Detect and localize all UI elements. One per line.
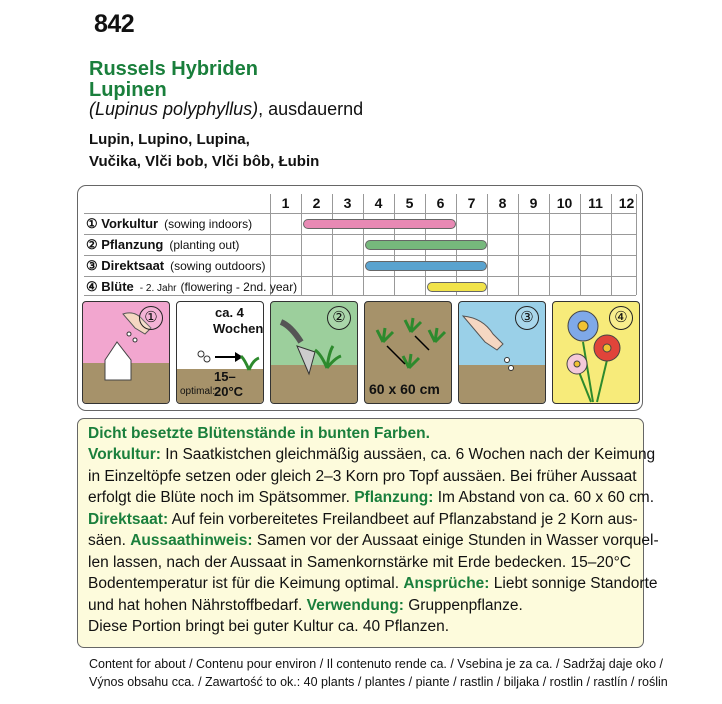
grid-line <box>518 194 519 295</box>
description-text-segment: Diese Portion bringt bei guter Kultur ca. 40 Pflanzen. <box>88 618 450 635</box>
content-amount-line-1: Content for about / Contenu pour environ / Il contenuto rende ca. / Vsebina je za ca. / Sadržaj daje oko / <box>89 657 663 671</box>
grid-line <box>332 194 333 295</box>
description-line <box>88 446 655 464</box>
illustration-flowering <box>552 301 640 404</box>
grid-line <box>84 213 636 214</box>
row-note-prefix: - 2. Jahr <box>139 283 177 294</box>
grid-line <box>363 194 364 295</box>
row-title: ② Pflanzung <box>86 237 164 252</box>
optimal-label: optimal: <box>180 386 216 397</box>
row-title: ③ Direktsaat <box>86 258 165 273</box>
grid-line <box>84 255 636 256</box>
calendar-bar <box>365 240 487 250</box>
common-names-1: Lupin, Lupino, Lupina, <box>89 131 250 148</box>
month-header-2: 2 <box>312 195 321 211</box>
description-line <box>88 511 638 529</box>
calendar-bar <box>303 219 456 229</box>
step-1-badge: ① <box>139 306 163 330</box>
grid-line <box>611 194 612 295</box>
section-label: Aussaathinweis: <box>130 532 253 549</box>
month-header-11: 11 <box>588 195 603 211</box>
description-text-segment: In Saatkistchen gleichmäßig aussäen, ca. 6 Wochen nach der Keimung <box>160 446 656 463</box>
grid-line <box>84 276 636 277</box>
description-text-segment: und hat hohen Nährstoffbedarf. <box>88 596 307 614</box>
description-text-segment: Auf fein vorbereitetes Freilandbeet auf Pflanzabstand je 2 Korn aus- <box>168 510 638 528</box>
calendar-row-label <box>86 279 297 295</box>
description-text-segment: Liebt sonnige Standorte <box>489 575 658 592</box>
step-2-badge: ② <box>327 306 351 330</box>
common-names-2: Vučika, Vlči bob, Vlči bôb, Łubin <box>89 153 320 170</box>
section-label: Direktsaat: <box>88 510 169 528</box>
month-header-6: 6 <box>436 195 445 211</box>
row-title: ① Vorkultur <box>86 216 159 231</box>
calendar-bar <box>427 282 487 292</box>
germination-weeks: ca. 4 <box>215 305 244 320</box>
description-text-segment: in Einzeltöpfe setzen oder gleich 2–3 Korn pro Topf aussäen. Bei früher Aussaat <box>88 467 637 485</box>
description-line <box>88 554 631 572</box>
description-line <box>88 618 449 636</box>
month-header-10: 10 <box>556 195 573 211</box>
calendar-row-label <box>86 237 239 253</box>
section-label: Verwendung: <box>306 596 404 614</box>
month-header-3: 3 <box>343 195 352 211</box>
description-text-segment: Bodentemperatur ist für die Keimung optimal. <box>88 575 404 592</box>
latin-name: (Lupinus polyphyllus) <box>89 99 259 119</box>
grid-line <box>636 194 637 295</box>
description-text-segment: Samen vor der Aussaat einige Stunden in Wasser vorquel- <box>252 532 659 549</box>
description-line <box>88 597 523 615</box>
description-text-segment: Im Abstand von ca. 60 x 60 cm. <box>433 489 654 506</box>
spacing-label: 60 x 60 cm <box>369 381 440 397</box>
row-note: (sowing indoors) <box>164 217 253 231</box>
row-title: ④ Blüte <box>86 279 134 294</box>
description-line <box>88 575 658 593</box>
description-line <box>88 532 659 550</box>
description-text-segment: säen. <box>88 532 131 549</box>
latin-suffix: , ausdauernd <box>258 99 364 119</box>
description-text-segment: erfolgt die Blüte noch im Spätsommer. <box>88 489 355 506</box>
content-amount-line-2: Výnos obsahu cca. / Zawartość to ok.: 40 plants / plantes / piante / rastlin / biljaka / rostlin / rastlín / roślin <box>89 675 668 689</box>
grid-line <box>84 234 636 235</box>
illustration-sowing-outdoors <box>458 301 546 404</box>
illustration-sowing-indoors <box>82 301 170 404</box>
germination-weeks-label: Wochen <box>213 321 264 336</box>
calendar-bar <box>365 261 487 271</box>
section-label: Ansprüche: <box>403 575 490 592</box>
row-note: (planting out) <box>169 238 240 252</box>
illustration-germination <box>176 301 264 404</box>
grid-line <box>487 194 488 295</box>
month-header-1: 1 <box>281 195 290 211</box>
product-subtitle: Lupinen <box>89 79 167 101</box>
month-header-12: 12 <box>618 195 635 211</box>
optimal-temperature: 15–20°C <box>214 369 244 399</box>
step-4-badge: ④ <box>609 306 633 330</box>
illustration-spacing <box>364 301 452 404</box>
grid-line <box>580 194 581 295</box>
grid-line <box>549 194 550 295</box>
product-number: 842 <box>94 10 135 38</box>
product-title: Russels Hybriden <box>89 58 258 80</box>
month-header-8: 8 <box>498 195 507 211</box>
calendar-row-label <box>86 216 252 232</box>
month-header-4: 4 <box>374 195 383 211</box>
row-note: (sowing outdoors) <box>170 259 266 273</box>
description-text-segment: Gruppenpflanze. <box>403 596 523 614</box>
grid-line <box>84 295 636 296</box>
latin-name-line <box>89 99 363 120</box>
description-text-segment: len lassen, nach der Aussaat in Samenkornstärke mit Erde bedecken. 15–20°C <box>88 553 631 571</box>
month-header-9: 9 <box>529 195 538 211</box>
section-label: Vorkultur: <box>88 446 161 463</box>
description-line <box>88 468 637 486</box>
step-3-badge: ③ <box>515 306 539 330</box>
section-label: Pflanzung: <box>354 489 434 506</box>
month-header-7: 7 <box>467 195 476 211</box>
row-note: (flowering - 2nd. year) <box>180 280 298 294</box>
illustration-planting-out <box>270 301 358 404</box>
description-line <box>88 489 654 507</box>
calendar-row-label <box>86 258 266 274</box>
grid-line <box>301 194 302 295</box>
month-header-5: 5 <box>405 195 414 211</box>
description-headline: Dicht besetzte Blütenstände in bunten Farben. <box>88 425 430 442</box>
